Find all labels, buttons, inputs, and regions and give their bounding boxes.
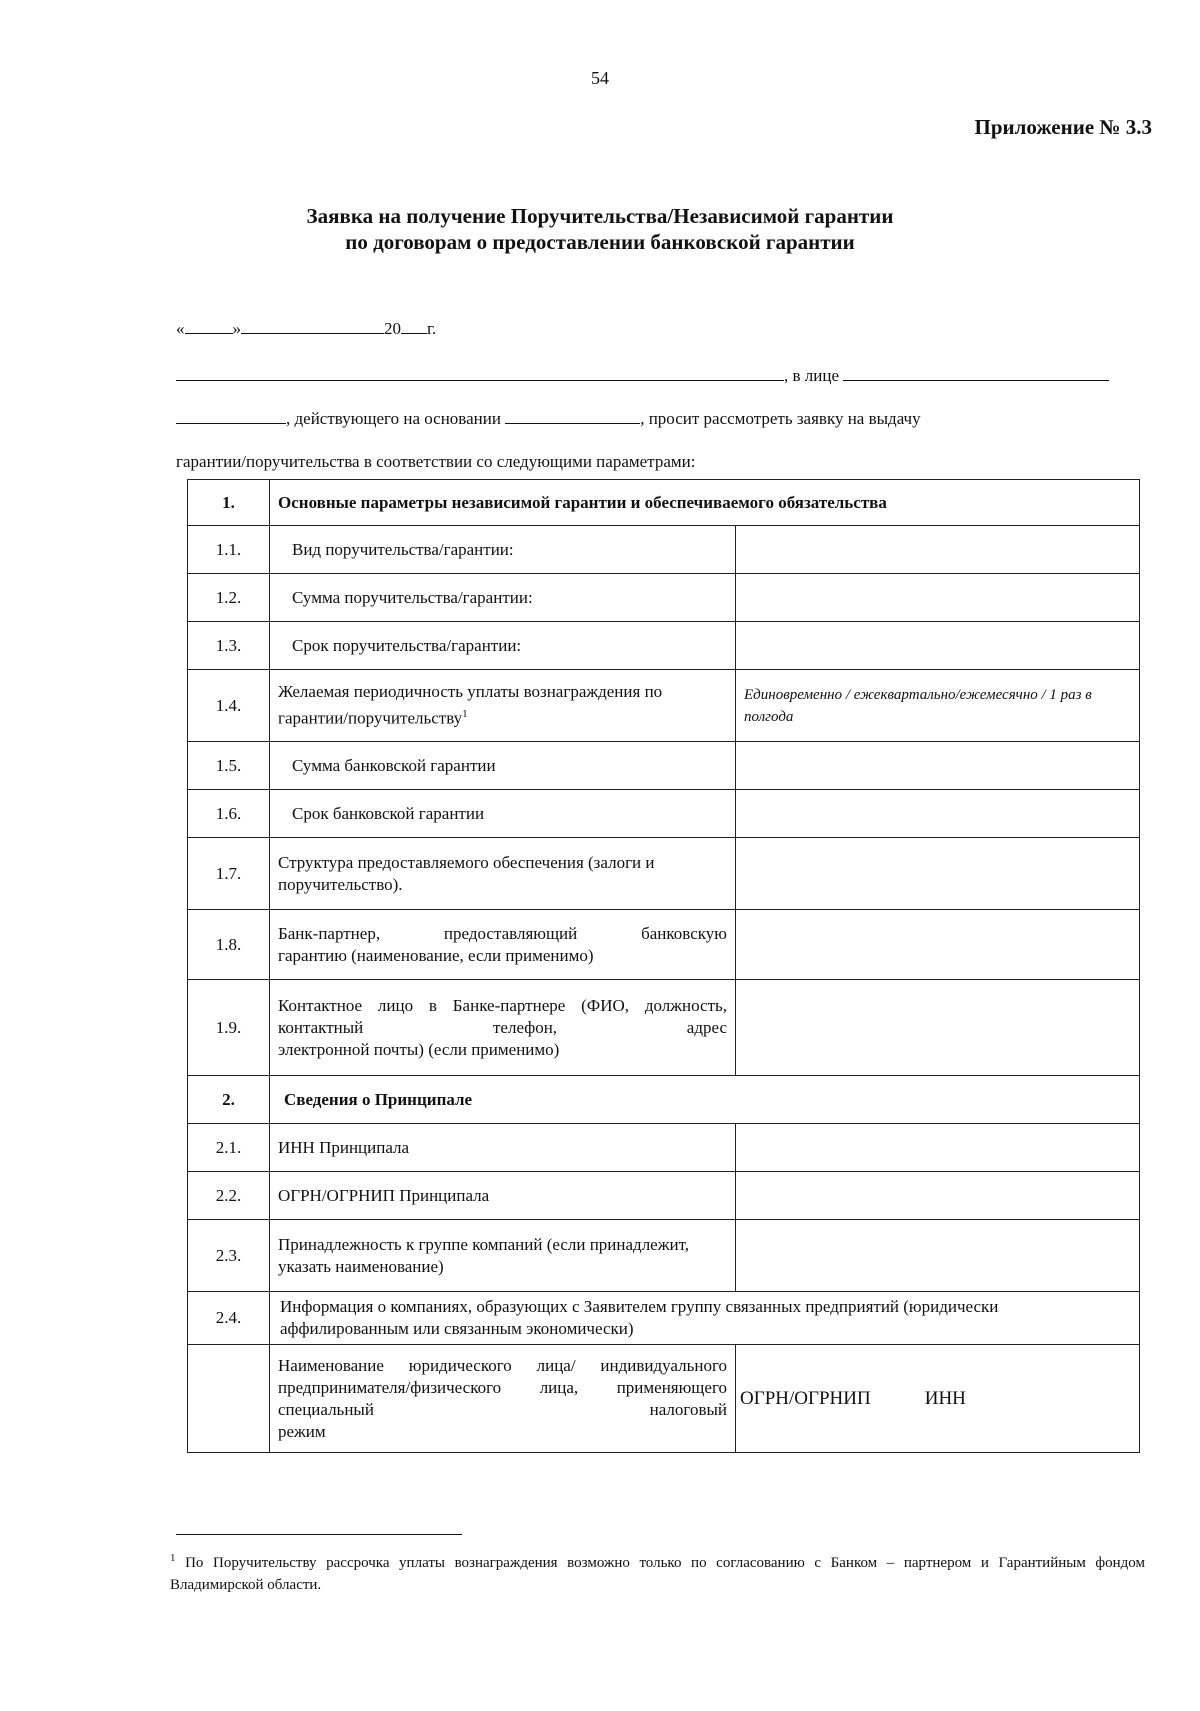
close-quote: » <box>232 319 241 338</box>
row-number: 1.4. <box>188 670 270 742</box>
footnote-ref: 1 <box>462 708 468 721</box>
footnote <box>170 1547 1145 1596</box>
row-label <box>270 980 736 1076</box>
year-blank[interactable] <box>401 318 427 334</box>
representative-blank[interactable] <box>843 365 1109 381</box>
section-number: 2. <box>188 1076 270 1124</box>
position-blank[interactable] <box>176 408 286 424</box>
row-number: 1.2. <box>188 574 270 622</box>
group-name-line: Наименование юридического лица/ <box>278 1355 576 1375</box>
table-row <box>188 670 1140 742</box>
row-number: 1.5. <box>188 742 270 790</box>
row-label-line: должность, контактный телефон, адрес <box>278 995 728 1037</box>
group-ids-header <box>736 1345 1140 1453</box>
row-value-cell[interactable] <box>736 1172 1140 1220</box>
row-number: 2.2. <box>188 1172 270 1220</box>
table-row <box>188 1292 1140 1345</box>
empty-number-cell <box>188 1345 270 1453</box>
row-label: Информация о компаниях, образующих с Заявителем группу связанных предприятий (юридически аффилированным или связанным экономически) <box>270 1292 1140 1345</box>
row-label: Сумма банковской гарантии <box>270 742 736 790</box>
group-companies-row <box>188 1345 1140 1453</box>
table-row <box>188 526 1140 574</box>
row-label: Структура предоставляемого обеспечения (залоги и поручительство). <box>270 838 736 910</box>
row-value-cell[interactable] <box>736 526 1140 574</box>
day-blank[interactable] <box>185 318 233 334</box>
row-number: 1.1. <box>188 526 270 574</box>
row-label: ОГРН/ОГРНИП Принципала <box>270 1172 736 1220</box>
row-label: Сумма поручительства/гарантии: <box>270 574 736 622</box>
date-line <box>176 318 436 339</box>
row-value-cell[interactable] <box>736 838 1140 910</box>
requests-text: , просит рассмотреть заявку на выдачу <box>640 409 921 428</box>
basis-line <box>176 408 921 429</box>
table-row <box>188 622 1140 670</box>
row-number: 1.3. <box>188 622 270 670</box>
row-value-cell[interactable] <box>736 980 1140 1076</box>
row-label-line: Банк-партнер, предоставляющий банковскую <box>278 923 727 943</box>
row-number: 1.8. <box>188 910 270 980</box>
row-number: 2.3. <box>188 1220 270 1292</box>
table-row <box>188 1124 1140 1172</box>
row-number: 2.1. <box>188 1124 270 1172</box>
row-value-cell[interactable] <box>736 742 1140 790</box>
group-name-header <box>270 1345 736 1453</box>
footnote-text: По Поручительству рассрочка уплаты вознаграждения возможно только по согласованию с Банком – партнером и Гарантийным фондом Владимирской области. <box>170 1555 1146 1593</box>
applicant-name-blank[interactable] <box>176 365 784 381</box>
row-value-cell[interactable] <box>736 1124 1140 1172</box>
acting-basis-text: , действующего на основании <box>286 409 501 428</box>
year-suffix: г. <box>427 319 437 338</box>
row-label: Принадлежность к группе компаний (если принадлежит, указать наименование) <box>270 1220 736 1292</box>
row-value-cell[interactable]: Единовременно / ежеквартально/ежемесячно / 1 раз в полгода <box>736 670 1140 742</box>
row-label: Срок поручительства/гарантии: <box>270 622 736 670</box>
row-number: 1.9. <box>188 980 270 1076</box>
group-name-line: индивидуального предпринимателя/физического <box>278 1355 727 1397</box>
row-number: 1.7. <box>188 838 270 910</box>
row-value-cell[interactable] <box>736 1220 1140 1292</box>
title-line-1: Заявка на получение Поручительства/Независимой гарантии <box>306 204 894 228</box>
in-person-text: , в лице <box>784 366 840 385</box>
row-label: Вид поручительства/гарантии: <box>270 526 736 574</box>
row-label-line: электронной почты) (если применимо) <box>278 1039 560 1059</box>
table-row <box>188 980 1140 1076</box>
row-label <box>270 670 736 742</box>
parameters-table <box>187 479 1140 1453</box>
footnote-separator <box>176 1534 462 1535</box>
group-name-line: лица, применяющего специальный налоговый <box>278 1377 727 1419</box>
appendix-label: Приложение № 3.3 <box>974 115 1152 139</box>
row-value-cell[interactable] <box>736 574 1140 622</box>
ogrn-label: ОГРН/ОГРНИП <box>740 1387 871 1409</box>
row-number: 1.6. <box>188 790 270 838</box>
row-number: 2.4. <box>188 1292 270 1345</box>
table-row <box>188 1220 1140 1292</box>
applicant-line <box>176 365 1109 386</box>
page-number: 54 <box>591 68 609 88</box>
inn-label: ИНН <box>924 1387 966 1409</box>
document-title <box>0 203 1200 255</box>
open-quote: « <box>176 319 185 338</box>
section-title: Сведения о Принципале <box>270 1076 1140 1124</box>
table-row <box>188 742 1140 790</box>
parameters-intro: гарантии/поручительства в соответствии со следующими параметрами: <box>176 452 696 471</box>
row-value-cell[interactable] <box>736 790 1140 838</box>
row-label: ИНН Принципала <box>270 1124 736 1172</box>
row-value-cell[interactable] <box>736 622 1140 670</box>
section-1-header-row <box>188 480 1140 526</box>
group-name-line: режим <box>278 1421 326 1441</box>
table-row <box>188 1172 1140 1220</box>
row-label: Срок банковской гарантии <box>270 790 736 838</box>
row-label-line: Контактное лицо в Банке-партнере (ФИО, <box>278 995 630 1015</box>
footnote-mark: 1 <box>170 1552 176 1564</box>
basis-document-blank[interactable] <box>505 408 640 424</box>
row-label <box>270 910 736 980</box>
section-2-header-row <box>188 1076 1140 1124</box>
table-row <box>188 838 1140 910</box>
month-blank[interactable] <box>241 318 384 334</box>
table-row <box>188 574 1140 622</box>
table-row <box>188 790 1140 838</box>
row-value-cell[interactable] <box>736 910 1140 980</box>
year-prefix: 20 <box>384 319 401 338</box>
section-number: 1. <box>188 480 270 526</box>
table-row <box>188 910 1140 980</box>
row-label-text: Желаемая периодичность уплаты вознаграждения по гарантии/поручительству <box>278 682 663 728</box>
row-label-line: гарантию (наименование, если применимо) <box>278 945 594 965</box>
title-line-2: по договорам о предоставлении банковской гарантии <box>345 230 855 254</box>
section-title: Основные параметры независимой гарантии и обеспечиваемого обязательства <box>270 480 1140 526</box>
